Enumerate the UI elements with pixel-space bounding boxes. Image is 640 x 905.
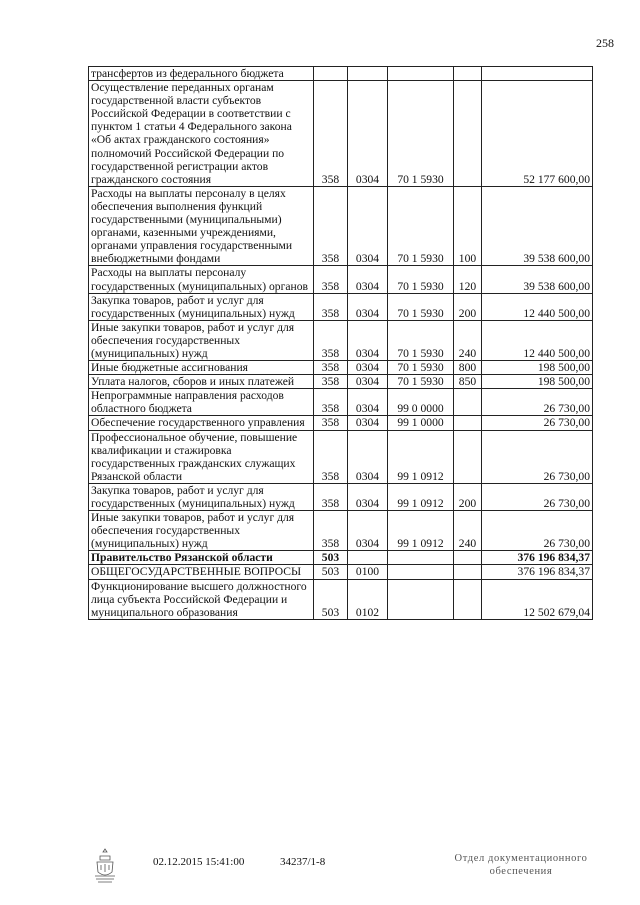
cell-amount: 52 177 600,00 bbox=[482, 81, 593, 187]
table-row bbox=[89, 483, 593, 510]
table-row bbox=[89, 430, 593, 483]
cell-target: 99 1 0912 bbox=[388, 511, 454, 551]
cell-ministry: 358 bbox=[314, 81, 348, 187]
cell-section: 0304 bbox=[348, 186, 388, 266]
table-row bbox=[89, 389, 593, 416]
cell-target: 70 1 5930 bbox=[388, 266, 454, 293]
table-row bbox=[89, 565, 593, 579]
budget-table bbox=[88, 66, 593, 620]
cell-section: 0100 bbox=[348, 565, 388, 579]
stamp-line-2: обеспечения bbox=[489, 866, 553, 877]
cell-expense-type: 200 bbox=[454, 293, 482, 320]
cell-ministry: 358 bbox=[314, 511, 348, 551]
cell-target: 70 1 5930 bbox=[388, 293, 454, 320]
cell-ministry: 358 bbox=[314, 375, 348, 389]
cell-section bbox=[348, 67, 388, 81]
table-row bbox=[89, 320, 593, 360]
cell-name: Осуществление переданных органам государственной власти субъектов Российской Федерации в соответствии с пунктом 1 статьи 4 Федерального закона «Об актах гражданского состояния» полномочий Российской Федерации по государственной регистрации актов гражданского состояния bbox=[89, 81, 314, 187]
cell-target: 99 0 0000 bbox=[388, 389, 454, 416]
cell-amount: 198 500,00 bbox=[482, 375, 593, 389]
cell-target: 70 1 5930 bbox=[388, 361, 454, 375]
cell-expense-type bbox=[454, 389, 482, 416]
cell-name: Иные бюджетные ассигнования bbox=[89, 361, 314, 375]
cell-section: 0304 bbox=[348, 389, 388, 416]
table-row bbox=[89, 579, 593, 619]
cell-expense-type: 240 bbox=[454, 320, 482, 360]
cell-amount: 39 538 600,00 bbox=[482, 266, 593, 293]
cell-expense-type: 120 bbox=[454, 266, 482, 293]
cell-target: 99 1 0000 bbox=[388, 416, 454, 430]
cell-target: 99 1 0912 bbox=[388, 483, 454, 510]
table-row bbox=[89, 81, 593, 187]
cell-name: трансфертов из федерального бюджета bbox=[89, 67, 314, 81]
table-row bbox=[89, 361, 593, 375]
table-row bbox=[89, 551, 593, 565]
cell-section: 0304 bbox=[348, 361, 388, 375]
cell-expense-type: 100 bbox=[454, 186, 482, 266]
cell-name: Уплата налогов, сборов и иных платежей bbox=[89, 375, 314, 389]
cell-section: 0102 bbox=[348, 579, 388, 619]
cell-name: Иные закупки товаров, работ и услуг для обеспечения государственных (муниципальных) нужд bbox=[89, 320, 314, 360]
table-row bbox=[89, 375, 593, 389]
cell-name: Закупка товаров, работ и услуг для государственных (муниципальных) нужд bbox=[89, 483, 314, 510]
cell-amount: 26 730,00 bbox=[482, 430, 593, 483]
cell-ministry: 358 bbox=[314, 389, 348, 416]
cell-amount: 26 730,00 bbox=[482, 511, 593, 551]
cell-section: 0304 bbox=[348, 266, 388, 293]
cell-expense-type bbox=[454, 565, 482, 579]
cell-ministry: 358 bbox=[314, 293, 348, 320]
cell-section: 0304 bbox=[348, 483, 388, 510]
cell-amount: 26 730,00 bbox=[482, 483, 593, 510]
cell-expense-type bbox=[454, 67, 482, 81]
cell-expense-type bbox=[454, 551, 482, 565]
cell-amount: 39 538 600,00 bbox=[482, 186, 593, 266]
cell-ministry: 358 bbox=[314, 361, 348, 375]
cell-name: Расходы на выплаты персоналу в целях обеспечения выполнения функций государственными (муниципальными) органами, казенными учреждениями, органами управления государственными внебюджетными фондами bbox=[89, 186, 314, 266]
cell-amount: 376 196 834,37 bbox=[482, 565, 593, 579]
cell-ministry bbox=[314, 67, 348, 81]
cell-ministry: 503 bbox=[314, 565, 348, 579]
cell-ministry: 358 bbox=[314, 320, 348, 360]
cell-name: Функционирование высшего должностного лица субъекта Российской Федерации и муниципального образования bbox=[89, 579, 314, 619]
cell-amount: 12 502 679,04 bbox=[482, 579, 593, 619]
cell-expense-type bbox=[454, 579, 482, 619]
cell-ministry: 503 bbox=[314, 579, 348, 619]
cell-section: 0304 bbox=[348, 430, 388, 483]
coat-of-arms-icon bbox=[92, 846, 118, 886]
table-row bbox=[89, 186, 593, 266]
cell-name: ОБЩЕГОСУДАРСТВЕННЫЕ ВОПРОСЫ bbox=[89, 565, 314, 579]
cell-amount: 26 730,00 bbox=[482, 389, 593, 416]
footer-doc-id: 34237/1-8 bbox=[280, 856, 326, 868]
cell-expense-type bbox=[454, 416, 482, 430]
cell-amount: 12 440 500,00 bbox=[482, 293, 593, 320]
table-row bbox=[89, 416, 593, 430]
cell-ministry: 358 bbox=[314, 430, 348, 483]
page-number: 258 bbox=[596, 36, 614, 50]
cell-amount bbox=[482, 67, 593, 81]
cell-ministry: 503 bbox=[314, 551, 348, 565]
cell-target bbox=[388, 579, 454, 619]
cell-target: 99 1 0912 bbox=[388, 430, 454, 483]
cell-section: 0304 bbox=[348, 320, 388, 360]
cell-expense-type: 200 bbox=[454, 483, 482, 510]
table-row bbox=[89, 266, 593, 293]
cell-name: Обеспечение государственного управления bbox=[89, 416, 314, 430]
cell-expense-type: 240 bbox=[454, 511, 482, 551]
cell-target: 70 1 5930 bbox=[388, 81, 454, 187]
table-row bbox=[89, 67, 593, 81]
cell-name: Иные закупки товаров, работ и услуг для обеспечения государственных (муниципальных) нужд bbox=[89, 511, 314, 551]
cell-ministry: 358 bbox=[314, 483, 348, 510]
cell-section bbox=[348, 551, 388, 565]
cell-section: 0304 bbox=[348, 511, 388, 551]
cell-target: 70 1 5930 bbox=[388, 320, 454, 360]
cell-expense-type bbox=[454, 81, 482, 187]
cell-target: 70 1 5930 bbox=[388, 186, 454, 266]
cell-section: 0304 bbox=[348, 416, 388, 430]
cell-section: 0304 bbox=[348, 375, 388, 389]
cell-target bbox=[388, 565, 454, 579]
table-row bbox=[89, 511, 593, 551]
cell-expense-type: 800 bbox=[454, 361, 482, 375]
cell-expense-type bbox=[454, 430, 482, 483]
cell-target: 70 1 5930 bbox=[388, 375, 454, 389]
cell-target bbox=[388, 551, 454, 565]
stamp bbox=[446, 852, 596, 878]
cell-name: Непрограммные направления расходов областного бюджета bbox=[89, 389, 314, 416]
cell-amount: 26 730,00 bbox=[482, 416, 593, 430]
cell-name: Профессиональное обучение, повышение квалификации и стажировка государственных гражданских служащих Рязанской области bbox=[89, 430, 314, 483]
cell-amount: 376 196 834,37 bbox=[482, 551, 593, 565]
stamp-line-1: Отдел документационного bbox=[454, 853, 588, 864]
cell-expense-type: 850 bbox=[454, 375, 482, 389]
cell-target bbox=[388, 67, 454, 81]
cell-section: 0304 bbox=[348, 293, 388, 320]
cell-name: Закупка товаров, работ и услуг для государственных (муниципальных) нужд bbox=[89, 293, 314, 320]
cell-name: Расходы на выплаты персоналу государственных (муниципальных) органов bbox=[89, 266, 314, 293]
footer-datetime: 02.12.2015 15:41:00 bbox=[153, 856, 245, 868]
cell-ministry: 358 bbox=[314, 266, 348, 293]
table-row bbox=[89, 293, 593, 320]
cell-name: Правительство Рязанской области bbox=[89, 551, 314, 565]
cell-ministry: 358 bbox=[314, 416, 348, 430]
cell-amount: 12 440 500,00 bbox=[482, 320, 593, 360]
cell-ministry: 358 bbox=[314, 186, 348, 266]
cell-amount: 198 500,00 bbox=[482, 361, 593, 375]
cell-section: 0304 bbox=[348, 81, 388, 187]
